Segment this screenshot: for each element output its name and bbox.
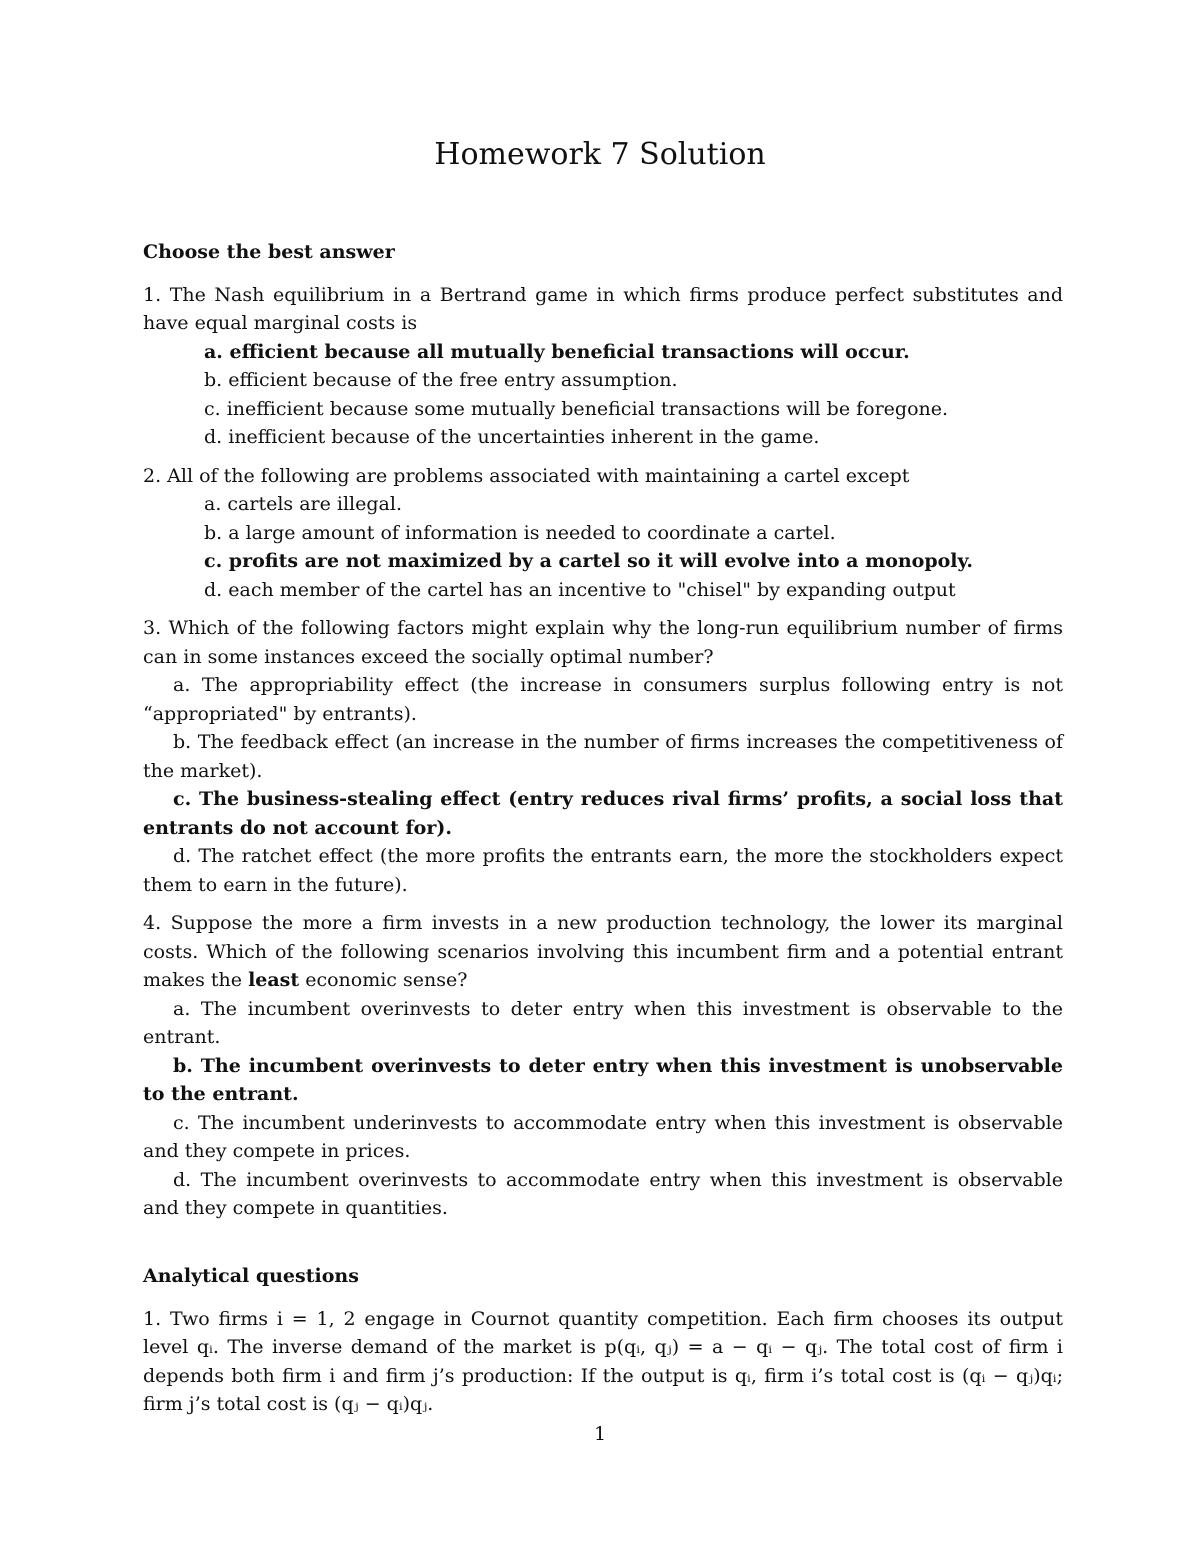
section-heading: Analytical questions [143,1265,359,1287]
question-2-stem: 2. All of the following are problems associated with maintaining a cartel except [143,464,910,487]
question-3-option-d: d. The ratchet effect (the more profits the entrants earn, the more the stockholders expect them to earn in the future). [143,845,1063,896]
question-1-stem: 1. The Nash equilibrium in a Bertrand game in which firms produce perfect substitutes and have equal marginal costs is [143,283,1063,334]
question-1-option-a: a. efficient because all mutually beneficial transactions will occur. [204,340,910,363]
analytical-question-1: 1. Two firms i = 1, 2 engage in Cournot quantity competition. Each firm chooses its output level qᵢ. The inverse demand of the market is p(qᵢ, qⱼ) = a − qᵢ − qⱼ. The total cost of firm i depends both firm i and firm j’s production: If the output is qᵢ, firm i’s total cost is (qᵢ − qⱼ)qᵢ; firm j’s total cost is (qⱼ − qᵢ)qⱼ. [143,1307,1063,1415]
question-2-option-d: d. each member of the cartel has an incentive to "chisel" by expanding output [204,578,956,601]
question-1-option-b: b. efficient because of the free entry assumption. [204,369,678,391]
question-3-stem: 3. Which of the following factors might explain why the long-run equilibrium number of firms can in some instances exceed the socially optimal number? [143,617,1063,668]
question-4-stem-emphasis: least [248,969,300,991]
question-3-option-a: a. The appropriability effect (the increase in consumers surplus following entry is not “appropriated" by entrants). [143,674,1063,725]
section-heading: Choose the best answer [143,241,395,263]
question-4-option-d: d. The incumbent overinvests to accommodate entry when this investment is observable and they compete in quantities. [143,1168,1063,1219]
question-1-option-c: c. inefficient because some mutually beneficial transactions will be foregone. [204,397,949,420]
page-number: 1 [593,1423,607,1445]
page-title: Homework 7 Solution [434,137,766,172]
question-3-option-c: c. The business-stealing effect (entry reduces rival firms’ profits, a social loss that entrants do not account for). [143,788,1063,839]
question-1-option-d: d. inefficient because of the uncertainties inherent in the game. [204,426,820,448]
question-4-option-b: b. The incumbent overinvests to deter entry when this investment is unobservable to the entrant. [143,1054,1063,1105]
question-4-stem-text: 4. Suppose the more a firm invests in a new production technology, the lower its marginal costs. Which of the following scenarios involving this incumbent firm and a potential entrant makes the [143,912,1063,991]
multiple-choice-section [143,238,1063,1223]
question-2-option-c: c. profits are not maximized by a cartel so it will evolve into a monopoly. [204,550,973,572]
question-2-option-a: a. cartels are illegal. [204,493,402,515]
question-3-option-b: b. The feedback effect (an increase in the number of firms increases the competitiveness of the market). [143,731,1063,782]
analytical-section [143,1262,1063,1419]
question-4-stem [143,909,1063,995]
question-4-option-c: c. The incumbent underinvests to accommodate entry when this investment is observable and they compete in prices. [143,1111,1063,1162]
question-4-stem-end: economic sense? [299,969,468,991]
question-2-option-b: b. a large amount of information is needed to coordinate a cartel. [204,521,836,544]
question-4-option-a: a. The incumbent overinvests to deter entry when this investment is observable to the entrant. [143,997,1063,1048]
